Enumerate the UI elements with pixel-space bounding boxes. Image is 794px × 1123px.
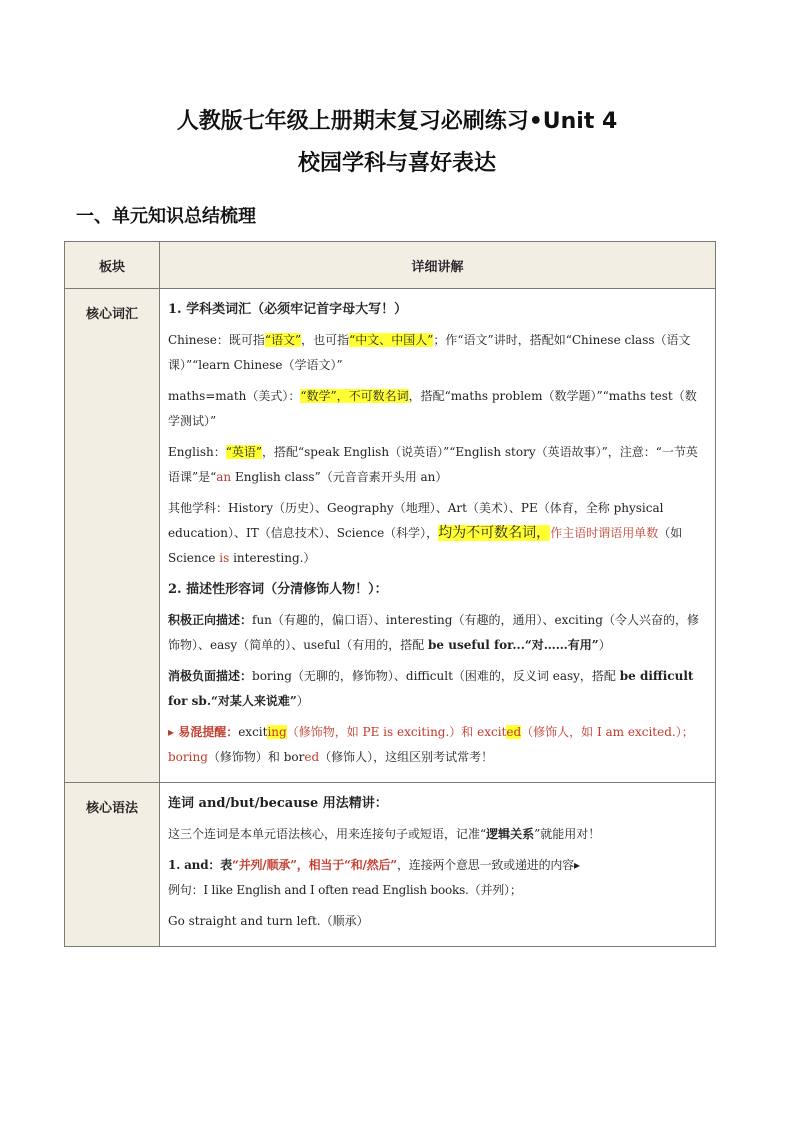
section-heading: 一、单元知识总结梳理 — [76, 206, 256, 227]
vocab-content — [160, 289, 716, 783]
vocab-other-subjects: 其他学科：History（历史）、Geography（地理）、Art（美术）、PE（体育，全称 physical education）、IT（信息技术）、Science（科学），均为不可数名词，作主语时谓语用单数（如 Science is interesting.） — [168, 501, 683, 565]
page-subtitle: 校园学科与喜好表达 — [297, 151, 496, 176]
grammar-example-1: 例句：I like English and I often read English books.（并列）； — [168, 883, 522, 897]
table-header-row — [65, 242, 716, 289]
header-detail: 详细讲解 — [160, 242, 716, 289]
row-label-grammar: 核心语法 — [65, 783, 160, 947]
knowledge-table — [64, 241, 716, 947]
row-label-vocab: 核心词汇 — [65, 289, 160, 783]
table-row — [65, 289, 716, 783]
vocab-tip: ▸ 易混提醒：exciting（修饰物，如 PE is exciting.）和 excited（修饰人，如 I am excited.）；boring（修饰物）和 bored（修饰人），这组区别考试常考！ — [168, 725, 694, 764]
vocab-positive: 积极正向描述：fun（有趣的，偏口语）、interesting（有趣的，通用）、exciting（令人兴奋的，修饰物）、easy（简单的）、useful（有用的，搭配 be useful for...“对……有用”） — [168, 613, 699, 652]
header-block: 板块 — [65, 242, 160, 289]
vocab-heading-1: 1. 学科类词汇（必须牢记首字母大写！） — [168, 302, 408, 317]
grammar-and: 1. and：表“并列/顺承”，相当于“和/然后”，连接两个意思一致或递进的内容▸ 例句：I like English and I often read English books.（并列）； — [168, 858, 580, 897]
grammar-heading: 连词 and/but/because 用法精讲： — [168, 796, 388, 811]
vocab-heading-2: 2. 描述性形容词（分清修饰人物！）： — [168, 582, 388, 597]
vocab-maths: maths=math（美式）：“数学”，不可数名词，搭配“maths problem（数学题）”“maths test（数学测试）” — [168, 389, 697, 428]
vocab-chinese: Chinese：既可指“语文”，也可指“中文、中国人”；作“语文”讲时，搭配如“Chinese class（语文课）”“learn Chinese（学语文）” — [168, 333, 691, 372]
grammar-example-2: Go straight and turn left.（顺承） — [168, 914, 369, 928]
vocab-negative: 消极负面描述：boring（无聊的，修饰物）、difficult（困难的，反义词 easy，搭配 be difficult for sb.“对某人来说难”） — [168, 669, 694, 708]
grammar-content — [160, 783, 716, 947]
grammar-intro: 这三个连词是本单元语法核心，用来连接句子或短语，记准“逻辑关系”就能用对！ — [168, 827, 601, 841]
vocab-english: English：“英语”，搭配“speak English（说英语）”“English story（英语故事）”，注意：“一节英语课”是“an English class”（元音音素开头用 an） — [168, 445, 698, 484]
table-row — [65, 783, 716, 947]
page-title: 人教版七年级上册期末复习必刷练习•Unit 4 — [176, 109, 618, 134]
